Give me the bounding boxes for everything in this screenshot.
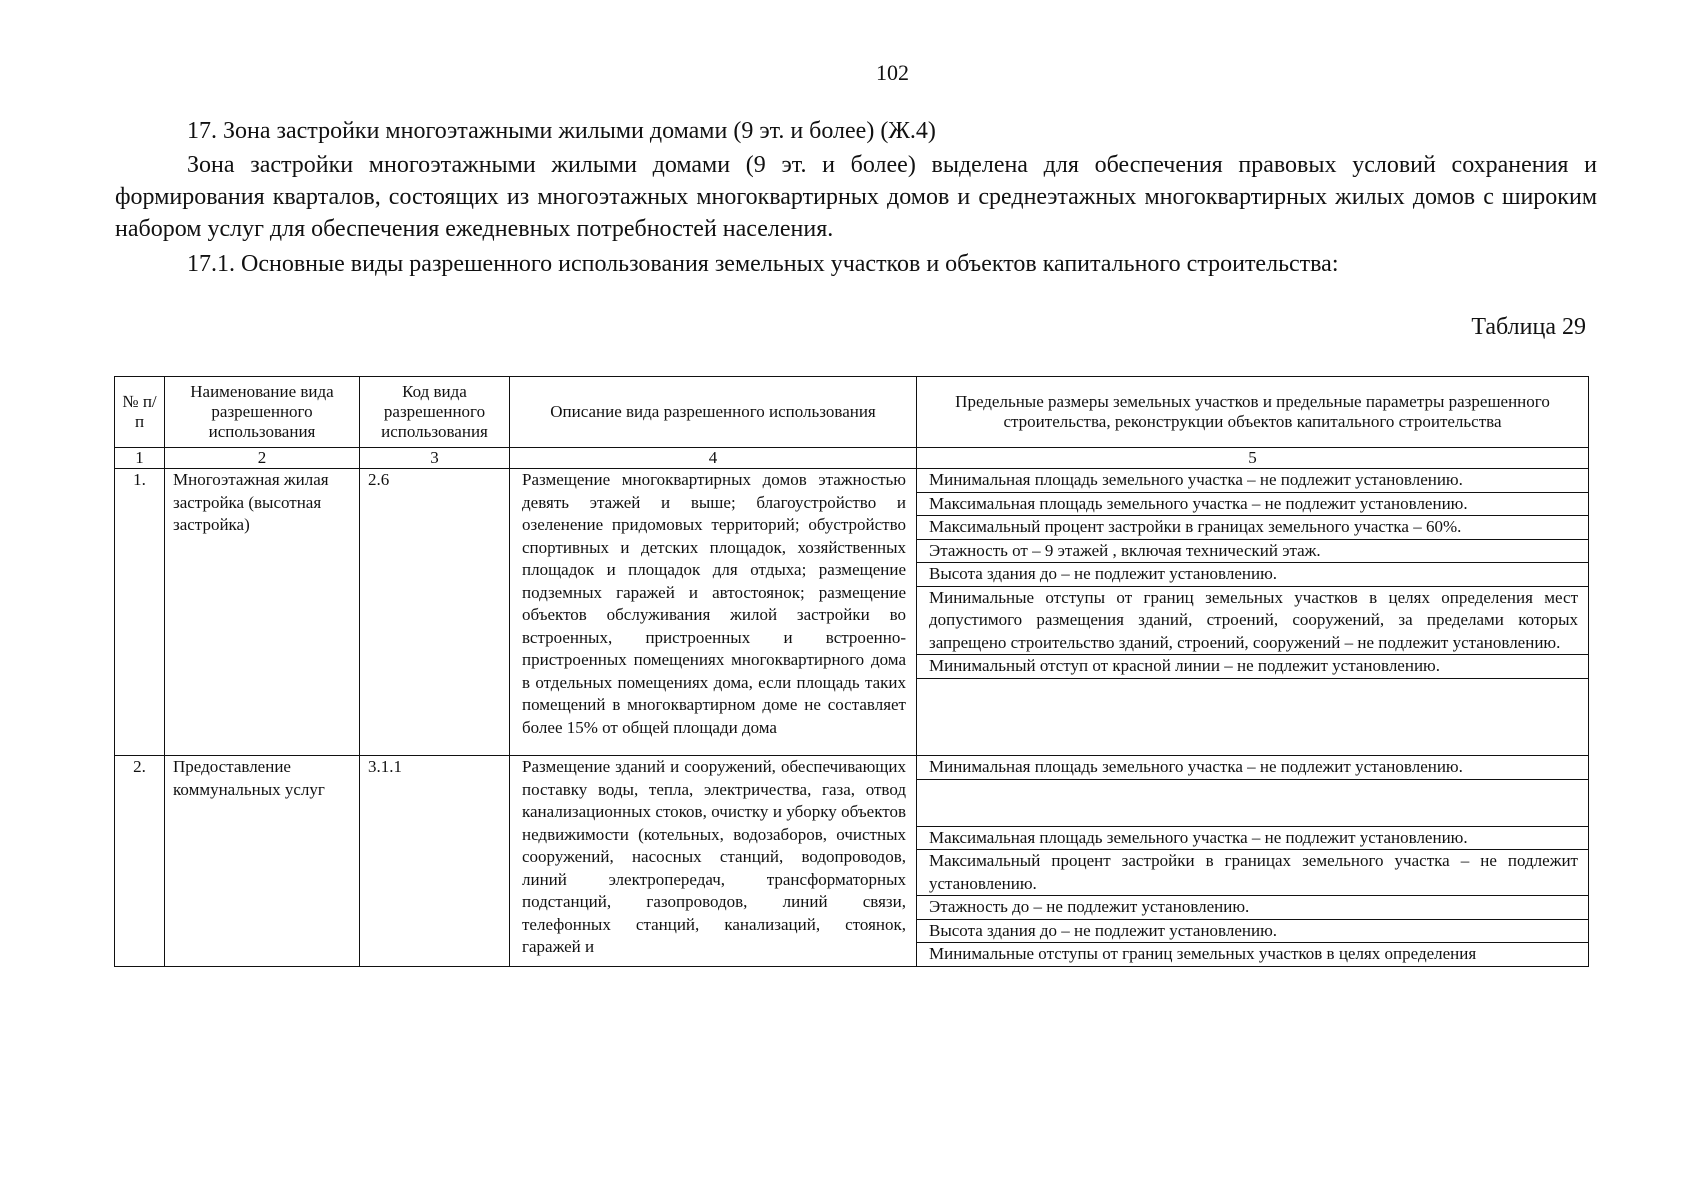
row-parameters [917,756,1589,967]
column-number: 3 [360,448,510,469]
column-number: 4 [510,448,917,469]
param-max-area: Максимальная площадь земельного участка – не подлежит установлению. [917,493,1588,517]
param-min-area: Минимальная площадь земельного участка – не подлежит установлению. [917,756,1588,780]
table-caption: Таблица 29 [1471,314,1586,340]
row-parameters [917,469,1589,756]
param-red-line: Минимальный отступ от красной линии – не подлежит установлению. [917,655,1588,679]
param-max-coverage: Максимальный процент застройки в границах земельного участка – 60%. [917,516,1588,540]
subsection-heading: 17.1. Основные виды разрешенного использования земельных участков и объектов капитального строительства: [187,251,1339,277]
param-min-area: Минимальная площадь земельного участка – не подлежит установлению. [917,469,1588,493]
table-row [115,756,1589,967]
column-number-row [115,448,1589,469]
row-number: 2. [115,756,165,967]
header-name: Наименование вида разрешенного использования [165,377,360,448]
header-number: № п/п [115,377,165,448]
section-paragraph: Зона застройки многоэтажными жилыми домами (9 эт. и более) выделена для обеспечения правовых условий сохранения и формирования кварталов, состоящих из многоэтажных многоквартирных домов и среднеэтажных многоквартирных жилых домов с широким набором услуг для обеспечения ежедневных потребностей населения. [115,152,1597,242]
header-code: Код вида разрешенного использования [360,377,510,448]
param-height: Высота здания до – не подлежит установлению. [917,920,1588,944]
row-description: Размещение зданий и сооружений, обеспечивающих поставку воды, тепла, электричества, газа, отвод канализационных стоков, очистку и уборку объектов недвижимости (котельных, водозаборов, очистных сооружений, насосных станций, водопроводов, линий электропередач, трансформаторных подстанций, газопроводов, линий связи, телефонных станций, канализаций, стоянок, гаражей и [510,756,917,967]
header-parameters: Предельные размеры земельных участков и предельные параметры разрешенного строительства, реконструкции объектов капитального строительства [917,377,1589,448]
row-code: 2.6 [360,469,510,756]
row-name: Многоэтажная жилая застройка (высотная застройка) [165,469,360,756]
column-number: 5 [917,448,1589,469]
param-floors: Этажность до – не подлежит установлению. [917,896,1588,920]
param-max-coverage: Максимальный процент застройки в границах земельного участка – не подлежит установлению. [917,850,1588,896]
table-header-row [115,377,1589,448]
param-height: Высота здания до – не подлежит установлению. [917,563,1588,587]
row-name: Предоставление коммунальных услуг [165,756,360,967]
row-number: 1. [115,469,165,756]
column-number: 2 [165,448,360,469]
table-row [115,469,1589,756]
param-setbacks: Минимальные отступы от границ земельных участков в целях определения [929,944,1477,963]
param-max-area: Максимальная площадь земельного участка – не подлежит установлению. [917,827,1588,851]
land-use-table [114,376,1589,967]
row-code: 3.1.1 [360,756,510,967]
header-description: Описание вида разрешенного использования [510,377,917,448]
param-floors: Этажность от – 9 этажей , включая технический этаж. [917,540,1588,564]
row-description: Размещение многоквартирных домов этажностью девять этажей и выше; благоустройство и озеленение придомовых территорий; обустройство спортивных и детских площадок, хозяйственных площадок и площадок для отдыха; размещение подземных гаражей и автостоянок; размещение объектов обслуживания жилой застройки во встроенных, пристроенных и встроенно-пристроенных помещениях многоквартирного дома в отдельных помещениях дома, если площадь таких помещений в многоквартирном доме не составляет более 15% от общей площади дома [510,469,917,756]
section-heading: 17. Зона застройки многоэтажными жилыми домами (9 эт. и более) (Ж.4) [187,118,936,144]
column-number: 1 [115,448,165,469]
param-spacer [917,780,1588,827]
param-setbacks: Минимальные отступы от границ земельных участков в целях определения мест допустимого размещения зданий, строений, сооружений, за пределами которых запрещено строительство зданий, строений, сооружений – не подлежит установлению. [917,587,1588,656]
page-number: 102 [876,60,909,85]
